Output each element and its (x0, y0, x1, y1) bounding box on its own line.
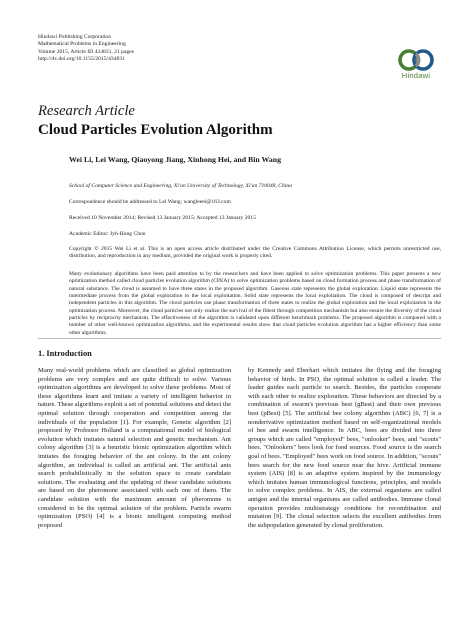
academic-editor: Academic Editor: Jyh-Hong Chou (69, 231, 146, 237)
affiliation: School of Computer Science and Engineering, Xi'an University of Technology, Xi'an 710048, China (69, 183, 292, 189)
section-divider (38, 338, 441, 339)
doi-link[interactable]: http://dx.doi.org/10.1155/2015/434831 (38, 56, 125, 63)
article-title: Cloud Particles Evolution Algorithm (38, 122, 273, 138)
publisher-name: Hindawi Publishing Corporation (38, 34, 112, 40)
publication-info (38, 34, 134, 64)
journal-name: Mathematical Problems in Engineering (38, 41, 126, 48)
copyright-notice: Copyright © 2015 Wei Li et al. This is an open access article distributed under the Creative Commons Attribution License, which permits unrestricted use, distribution, and reproduction in any medium, provided the original work is properly cited. (69, 246, 441, 260)
volume-info: Volume 2015, Article ID 434831, 21 pages (38, 48, 134, 55)
author-list: Wei Li, Lei Wang, Qiaoyong Jiang, Xinhong Hei, and Bin Wang (69, 155, 282, 164)
article-type: Research Article (38, 103, 135, 119)
hindawi-logo-text: Hindawi (401, 71, 431, 80)
article-dates: Received 10 November 2014; Revised 13 January 2015; Accepted 13 January 2015 (69, 215, 256, 221)
body-column-right: by Kennedy and Eberhart which imitates the flying and the foraging behavior of birds. In PSO, the optimal solution is called a leader. The leader guides each particle to search. Besides, the particles cooperate with each other to realize exploration. These behaviors are directed by a combination of swarm's previous best (gBest) and their own previous best (pBest) [5]. The artificial bee colony algorithm (ABC) [6, 7] is a nonderivative optimization method based on self-organizational models of bee and swarm intelligence. In ABC, bees are divided into three groups which are called "employed" bees, "onlooker" bees, and "scouts" bees. "Onlookers" bees look for food sources. Food source is the search goal of bees. "Employed" bees work on food source. In addition, "scouts" bees search for the new food source near the hive. Artificial immune system (AIS) [8] is an adaptive system inspired by the immunology which imitates human immunological functions, principles, and models to solve complex problems. In AIS, the external organisms are called antigen and the internal organisms are called antibodies. Immune clonal operation provides multistrategy conditions for recombination and mutation [9]. The clonal selection selects the excellent antibodies from the subpopulation generated by clonal proliferation. (248, 367, 441, 529)
correspondence: Correspondence should be addressed to Lei Wang; wangleeei@163.com (69, 199, 231, 205)
body-column-left: Many real-world problems which are classified as global optimization problems are very complex and are quite difficult to solve. Various optimization algorithms are developed to solve these problems. Most of these algorithms learn and imitate a variety of intelligent behavior in nature. These algorithms exploit a set of potential solutions and detect the optimal solution through cooperation and competition among the individuals of the population [1]. For example, Genetic algorithm [2] proposed by Professor Holland is a computational model of biological evolution which imitates natural selection and genetic mechanism. Ant colony algorithm [3] is a heuristic bionic optimization algorithm which imitates the foraging behavior of the ant colony. In the ant colony algorithm, an individual is called an artificial ant. The artificial ants search probabilistically in the solution space to create candidate solutions. The evaluating and the updating of these candidate solutions are based on the pheromone associated with each one of them. The candidate solution with the maximum amount of pheromone is considered to be the optimal solution of the problem. Particle swarm optimization (PSO) [4] is a bionic intelligent computing method proposed (38, 367, 231, 529)
section-heading: 1. Introduction (38, 349, 92, 358)
abstract: Many evolutionary algorithms have been paid attention to by the researchers and have been applied to solve optimization problems. This paper presents a new optimization method called cloud particles evolution algorithm (CPEA) to solve optimization problems based on cloud formation process and phase transformation of natural substance. The cloud is assumed to have three states in the proposed algorithm. Gaseous state represents the global exploration. Liquid state represents the intermediate process from the global exploration to the local exploitation. Solid state represents the local exploitation. The cloud is composed of descript and independent particles in this algorithm. The cloud particles use phase transformation of three states to realize the global exploration and the local exploitation in the optimization process. Moreover, the cloud particles not only realize the survival of the fittest through competition mechanism but also ensure the diversity of the cloud particles by reciprocity mechanism. The effectiveness of the algorithm is validated upon different benchmark problems. The proposed algorithm is compared with a number of other well-known optimization algorithms, and the experimental results show that cloud particles evolution algorithm has a higher efficiency than some other algorithms. (69, 271, 441, 336)
